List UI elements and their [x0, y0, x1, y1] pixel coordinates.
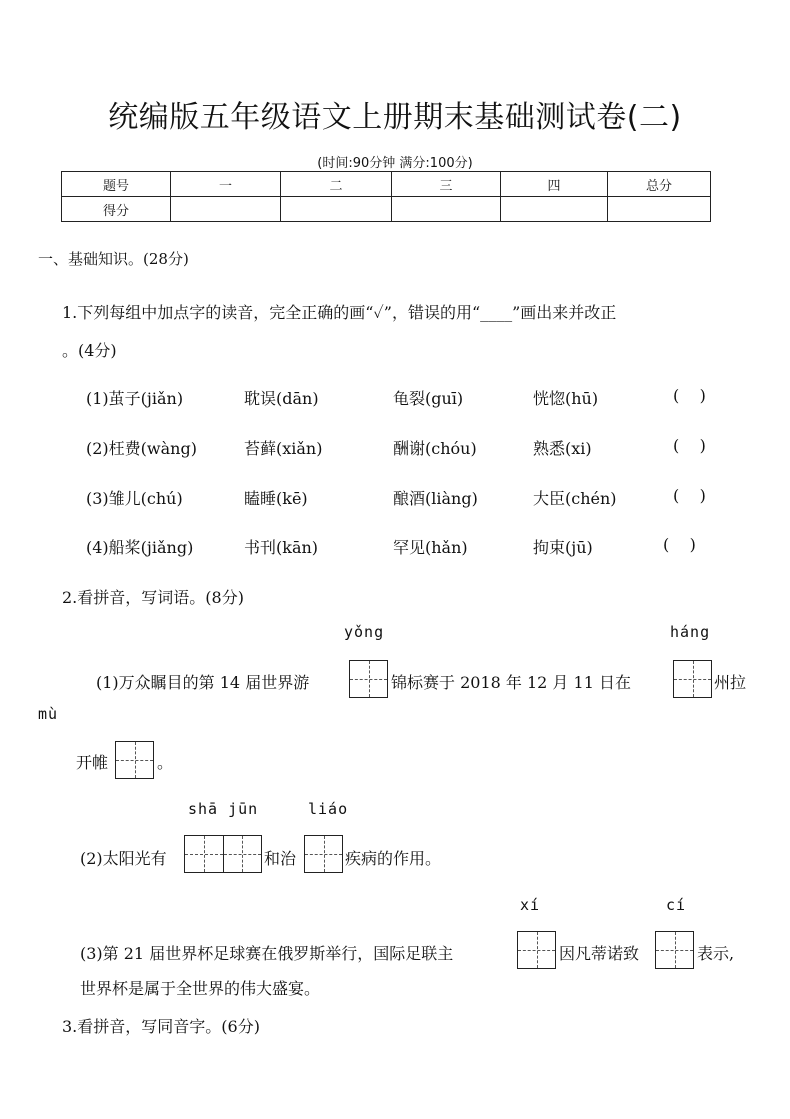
sentence-text: 。: [157, 753, 174, 772]
q1-item: 熟悉(xi): [533, 439, 592, 458]
table-row: [62, 172, 711, 197]
answer-blank[interactable]: ( ): [663, 535, 696, 554]
sentence-text: (2)太阳光有: [80, 849, 167, 868]
q1-item: (1)茧子(jiǎn): [86, 389, 184, 408]
question-1-text-cont: 。(4分): [62, 341, 117, 360]
table-row: [62, 197, 711, 222]
q1-item: 耽误(dān): [244, 389, 319, 408]
pinyin-label: háng: [670, 623, 711, 641]
sentence-text: 州拉: [714, 673, 747, 692]
writing-grid[interactable]: [115, 741, 154, 779]
sentence-text: 因凡蒂诺致: [559, 944, 640, 963]
table-header-cell: 四: [501, 172, 608, 197]
section-heading: 一、基础知识。(28分): [38, 250, 189, 268]
score-cell[interactable]: [392, 197, 501, 222]
answer-blank[interactable]: ( ): [673, 386, 706, 405]
q1-item: 大臣(chén): [533, 489, 617, 508]
pinyin-label: yǒng: [344, 623, 385, 641]
q1-item: (4)船桨(jiǎng): [86, 538, 194, 557]
q1-item: 龟裂(guī): [393, 389, 464, 408]
score-table: [61, 171, 711, 222]
q1-item: 拘束(jū): [533, 538, 593, 557]
pinyin-label: xí: [520, 896, 541, 914]
score-cell[interactable]: [501, 197, 608, 222]
sentence-text: 世界杯是属于全世界的伟大盛宴。: [80, 979, 321, 998]
table-header-cell: 题号: [62, 172, 171, 197]
answer-blank[interactable]: ( ): [673, 436, 706, 455]
q1-item: 酿酒(liàng): [393, 489, 478, 508]
q1-item: 书刊(kān): [244, 538, 319, 557]
sentence-text: 开帷: [76, 753, 109, 772]
question-3-heading: 3.看拼音，写同音字。(6分): [62, 1017, 260, 1036]
writing-grid[interactable]: [304, 835, 343, 873]
page-title: 统编版五年级语文上册期末基础测试卷(二): [108, 100, 682, 135]
q1-item: 瞌睡(kē): [244, 489, 308, 508]
sentence-text: 锦标赛于 2018 年 12 月 11 日在: [391, 673, 631, 692]
q1-item: 酬谢(chóu): [393, 439, 477, 458]
table-header-cell: 总分: [608, 172, 711, 197]
q1-item: (3)雏儿(chú): [86, 489, 183, 508]
sentence-text: (3)第 21 届世界杯足球赛在俄罗斯举行，国际足联主: [80, 944, 454, 963]
pinyin-label: liáo: [308, 800, 349, 818]
table-header-cell: 二: [281, 172, 392, 197]
q1-item: 苔藓(xiǎn): [244, 439, 323, 458]
sentence-text: 表示,: [697, 944, 735, 963]
score-cell[interactable]: [281, 197, 392, 222]
pinyin-label: mù: [38, 705, 59, 723]
sentence-text: 疾病的作用。: [345, 849, 442, 868]
question-1-text: 1.下列每组中加点字的读音，完全正确的画“✓”，错误的用“____”画出来并改正: [62, 303, 617, 322]
writing-grid[interactable]: [349, 660, 388, 698]
writing-grid[interactable]: [184, 835, 262, 873]
q1-item: 恍惚(hū): [533, 389, 599, 408]
writing-grid[interactable]: [673, 660, 712, 698]
table-row-label: 得分: [62, 197, 171, 222]
writing-grid[interactable]: [655, 931, 694, 969]
pinyin-label: shā jūn: [188, 800, 259, 818]
sentence-text: 和治: [264, 849, 297, 868]
answer-blank[interactable]: ( ): [673, 486, 706, 505]
score-cell[interactable]: [171, 197, 281, 222]
q1-item: (2)枉费(wàng): [86, 439, 197, 458]
question-2-heading: 2.看拼音，写词语。(8分): [62, 588, 244, 607]
score-cell[interactable]: [608, 197, 711, 222]
exam-info: (时间:90分钟 满分:100分): [317, 156, 473, 171]
table-header-cell: 一: [171, 172, 281, 197]
table-header-cell: 三: [392, 172, 501, 197]
q1-item: 罕见(hǎn): [393, 538, 468, 557]
writing-grid[interactable]: [517, 931, 556, 969]
sentence-text: (1)万众瞩目的第 14 届世界游: [96, 673, 310, 692]
pinyin-label: cí: [666, 896, 687, 914]
